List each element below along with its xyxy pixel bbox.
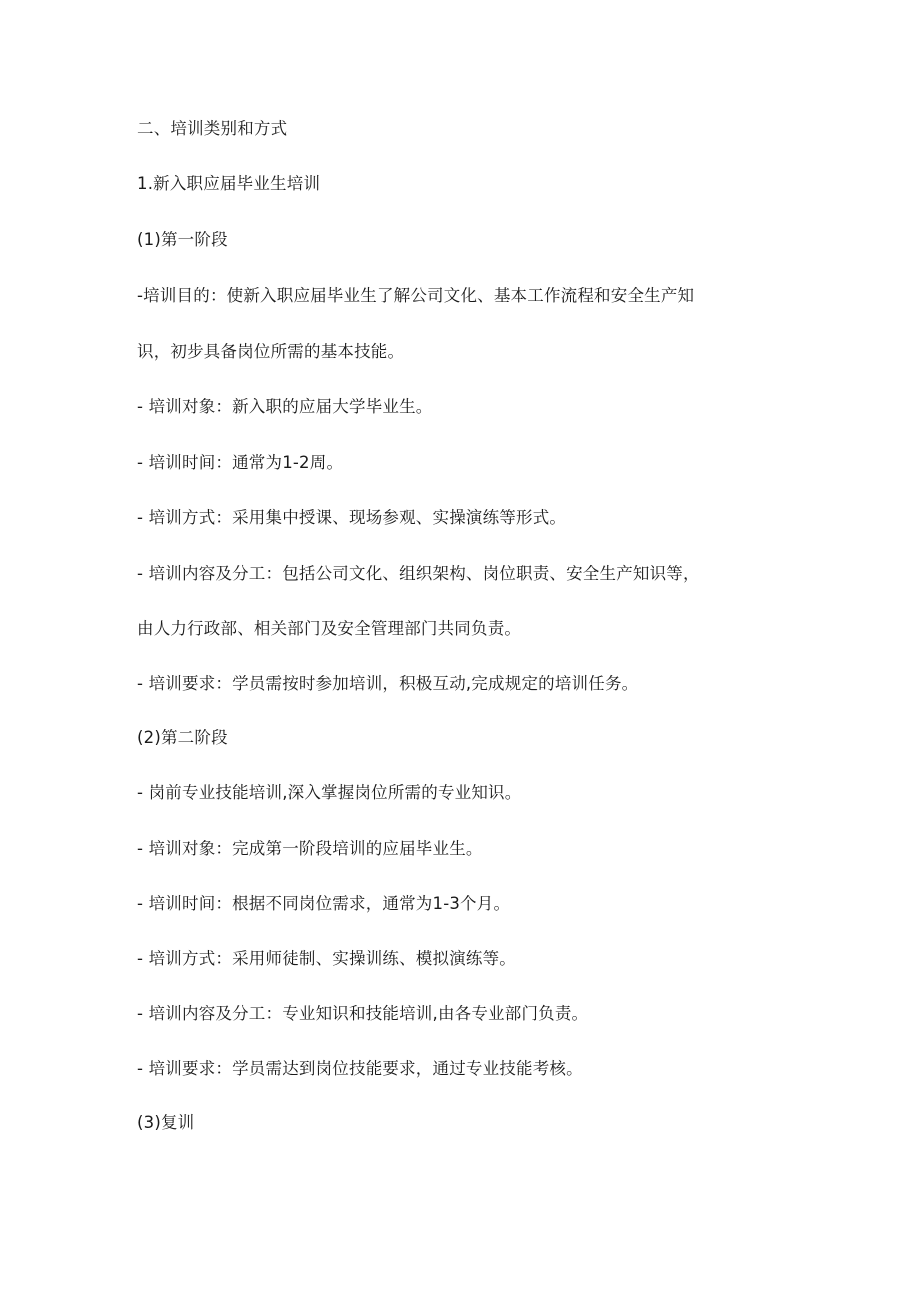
list-item: - 培训对象：完成第一阶段培训的应届毕业生。 [137,839,483,858]
list-item: - 培训内容及分工：包括公司文化、组织架构、岗位职责、安全生产知识等， [137,564,700,583]
paragraph-line: 由人力行政部、相关部门及安全管理部门共同负责。 [137,619,522,638]
section-heading: 二、培训类别和方式 [137,119,288,138]
list-item: - 培训要求：学员需按时参加培训，积极互动,完成规定的培训任务。 [137,674,639,693]
list-item: - 培训要求：学员需达到岗位技能要求，通过专业技能考核。 [137,1059,583,1078]
paragraph-line: -培训目的：使新入职应届毕业生了解公司文化、基本工作流程和安全生产知 [137,286,695,305]
paragraph-line: 识，初步具备岗位所需的基本技能。 [137,342,405,361]
list-item: - 培训时间：通常为1-2周。 [137,453,344,472]
list-item: - 培训方式：采用集中授课、现场参观、实操演练等形式。 [137,508,567,527]
stage-heading: (2)第二阶段 [137,728,228,747]
list-item: - 岗前专业技能培训,深入掌握岗位所需的专业知识。 [137,783,522,802]
list-item: - 培训对象：新入职的应届大学毕业生。 [137,397,433,416]
stage-heading: (3)复训 [137,1113,195,1132]
list-item: - 培训时间：根据不同岗位需求，通常为1-3个月。 [137,894,511,913]
list-item: - 培训内容及分工：专业知识和技能培训,由各专业部门负责。 [137,1004,589,1023]
subsection-heading: 1.新入职应届毕业生培训 [137,174,321,193]
stage-heading: (1)第一阶段 [137,230,228,249]
list-item: - 培训方式：采用师徒制、实操训练、模拟演练等。 [137,949,516,968]
